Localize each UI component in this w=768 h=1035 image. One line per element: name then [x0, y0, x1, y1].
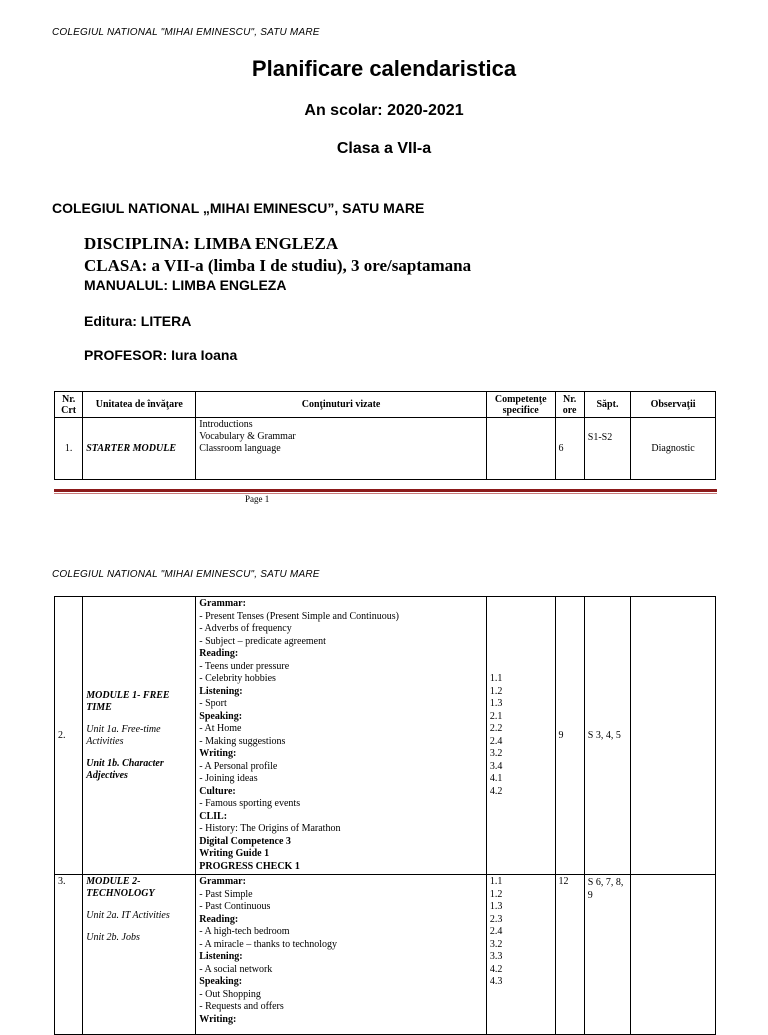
col-week: Săpt. [584, 392, 630, 418]
unit-a: Unit 2a. IT Activities [86, 910, 170, 921]
content-heading: Reading: [199, 913, 239, 925]
competence-item: 1.3 [489, 698, 503, 709]
content-line: - Subject – predicate agreement [199, 635, 326, 647]
row-observations: Diagnostic [631, 418, 716, 480]
competence-item: 1.2 [489, 685, 503, 697]
competence-item: 3.4 [489, 760, 503, 772]
module-title: MODULE 2- TECHNOLOGY [86, 876, 155, 899]
competence-item: 2.1 [489, 710, 503, 722]
content-line: - History: The Origins of Marathon [199, 823, 341, 834]
plan-table-page2 [54, 596, 716, 1035]
content-line: - Past Continuous [199, 901, 271, 912]
content-line: - Joining ideas [199, 773, 258, 784]
content-line: - A Personal profile [199, 760, 278, 772]
school-name: COLEGIUL NATIONAL „MIHAI EMINESCU”, SATU MARE [52, 200, 425, 216]
manual: MANUALUL: LIMBA ENGLEZA [84, 277, 287, 293]
row-observations [631, 597, 716, 875]
competence-item: 4.1 [489, 773, 503, 784]
col-observations: Observaţii [631, 392, 716, 418]
module-title: MODULE 1- FREE TIME [86, 689, 170, 713]
col-nr: Nr. Crt [55, 392, 83, 418]
content-line: Introductions [199, 419, 253, 430]
col-competences: Competenţe specifice [486, 392, 555, 418]
row-unit: STARTER MODULE [83, 418, 196, 480]
document-title: Planificare calendaristica [251, 56, 517, 81]
row-content [196, 597, 487, 875]
competence-item: 2.3 [489, 913, 503, 925]
competence-item: 1.3 [489, 901, 503, 912]
discipline: DISCIPLINA: LIMBA ENGLEZA [84, 234, 339, 253]
content-line: - A social network [199, 963, 273, 975]
row-content [196, 875, 487, 1035]
content-heading: Grammar: [199, 876, 246, 887]
row-hours: 12 [555, 875, 584, 1035]
competence-item: 2.2 [489, 723, 503, 734]
table-row [55, 418, 716, 480]
row-hours: 9 [555, 597, 584, 875]
school-year: An scolar: 2020-2021 [304, 102, 464, 119]
row-unit [83, 875, 196, 1035]
row-nr: 2. [55, 597, 83, 875]
running-header-page2: COLEGIUL NATIONAL "MIHAI EMINESCU", SATU MARE [52, 569, 320, 580]
content-line: - Out Shopping [199, 988, 261, 1000]
row-competences [486, 875, 555, 1035]
competence-item: 1.1 [489, 876, 503, 887]
row-week: S 3, 4, 5 [584, 597, 630, 875]
row-unit [83, 597, 196, 875]
content-line: Classroom language [199, 443, 281, 454]
content-line: - Requests and offers [199, 1001, 284, 1012]
table-header-row [55, 392, 716, 418]
content-line: - Teens under pressure [199, 660, 290, 672]
content-heading: CLIL: [199, 810, 228, 822]
content-heading: Culture: [199, 785, 236, 797]
content-line: - Past Simple [199, 888, 253, 900]
running-header: COLEGIUL NATIONAL "MIHAI EMINESCU", SATU MARE [52, 27, 320, 38]
col-content: Conţinuturi vizate [196, 392, 487, 418]
competence-item: 3.3 [489, 951, 503, 962]
row-week: S1-S2 [584, 418, 630, 480]
class-heading: Clasa a VII-a [336, 140, 432, 157]
content-line: - Making suggestions [199, 735, 286, 747]
row-competences [486, 418, 555, 480]
content-heading: Grammar: [199, 598, 246, 609]
competence-item: 2.4 [489, 926, 503, 937]
competence-item: 4.2 [489, 785, 503, 797]
row-nr: 3. [55, 875, 83, 1035]
content-heading: Listening: [199, 951, 243, 962]
row-nr: 1. [55, 418, 83, 480]
content-line: - Famous sporting events [199, 798, 301, 809]
content-line: - At Home [199, 723, 242, 734]
competence-item: 3.2 [489, 938, 503, 950]
footer-rule [54, 489, 717, 492]
footer-rule-thin [54, 493, 717, 494]
content-heading: Digital Competence 3 [199, 835, 291, 847]
content-heading: Speaking: [199, 976, 243, 987]
class-info: CLASA: a VII-a (limba I de studiu), 3 ore/saptamana [84, 256, 472, 275]
table-row [55, 597, 716, 875]
content-heading: Writing: [199, 748, 237, 759]
unit-a: Unit 1a. Free-time Activities [86, 723, 161, 747]
competence-item: 4.3 [489, 976, 503, 987]
competence-item: 1.1 [489, 673, 503, 684]
content-heading: Speaking: [199, 710, 243, 722]
content-heading: Writing Guide 1 [199, 848, 270, 859]
unit-b: Unit 1b. Character Adjectives [86, 757, 164, 781]
content-heading: PROGRESS CHECK 1 [199, 860, 300, 872]
competence-item: 2.4 [489, 735, 503, 747]
unit-b: Unit 2b. Jobs [86, 932, 140, 943]
content-line: - Celebrity hobbies [199, 673, 276, 684]
content-heading: Reading: [199, 648, 239, 659]
row-week: S 6, 7, 8, 9 [584, 875, 630, 1035]
content-line: - A miracle – thanks to technology [199, 938, 338, 950]
plan-table-page1 [54, 391, 716, 480]
row-content [196, 418, 487, 480]
page-number: Page 1 [245, 494, 270, 504]
content-line: - Present Tenses (Present Simple and Continuous) [199, 610, 399, 622]
competence-item: 1.2 [489, 888, 503, 900]
content-heading: Writing: [199, 1013, 237, 1025]
publisher: Editura: LITERA [84, 313, 192, 329]
col-unit: Unitatea de învăţare [83, 392, 196, 418]
row-observations [631, 875, 716, 1035]
content-line: - Adverbs of frequency [199, 623, 292, 634]
teacher: PROFESOR: Iura Ioana [84, 347, 238, 363]
col-hours: Nr. ore [555, 392, 584, 418]
row-competences [486, 597, 555, 875]
competence-item: 3.2 [489, 748, 503, 759]
row-hours: 6 [555, 418, 584, 480]
content-line: Vocabulary & Grammar [199, 431, 296, 442]
table-row [55, 875, 716, 1035]
competence-item: 4.2 [489, 963, 503, 975]
content-line: - A high-tech bedroom [199, 926, 290, 937]
content-heading: Listening: [199, 685, 243, 697]
content-line: - Sport [199, 698, 227, 709]
